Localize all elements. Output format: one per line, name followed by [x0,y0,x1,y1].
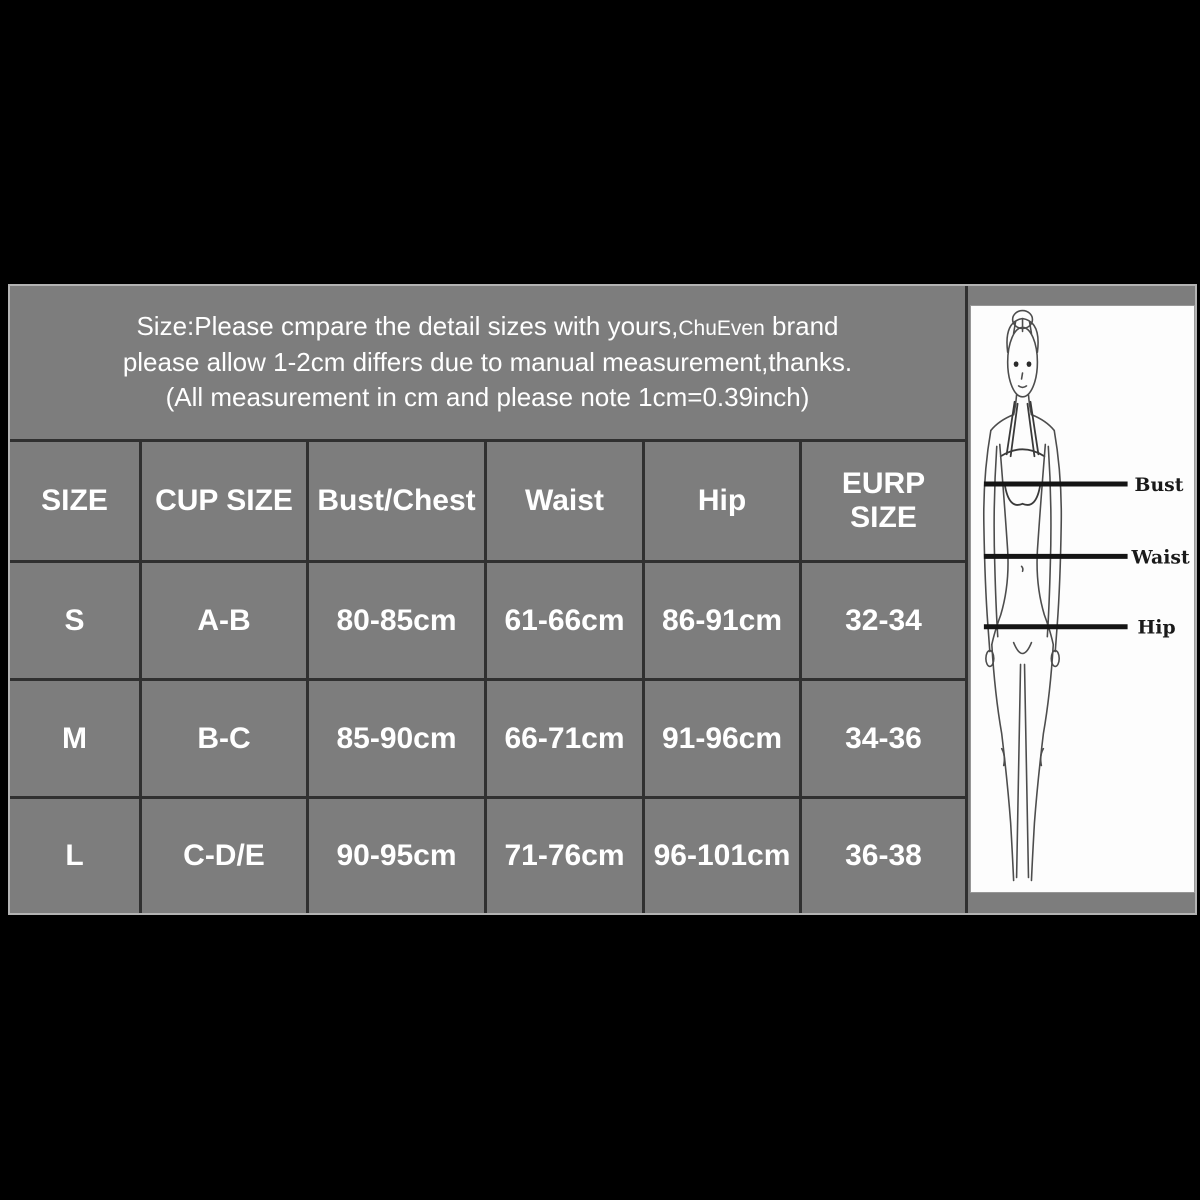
table-cell: 32-34 [802,563,965,678]
waist-label: Waist [1131,546,1190,569]
table-cell: B-C [142,681,306,796]
body-outline [984,311,1062,881]
body-figure-illustration [971,306,1194,892]
column-header-bust-chest: Bust/Chest [309,442,484,560]
table-cell: 61-66cm [487,563,642,678]
measurement-lines [984,474,1190,639]
size-chart-panel [8,284,1197,915]
table-cell: 85-90cm [309,681,484,796]
column-header-eurp-size [802,442,965,560]
column-header-cup-size: CUP SIZE [142,442,306,560]
bust-label: Bust [1134,473,1184,496]
measurement-figure-panel [970,305,1195,893]
table-cell: 90-95cm [309,799,484,913]
column-header-waist: Waist [487,442,642,560]
intro-line-1 [136,309,838,345]
table-cell: 71-76cm [487,799,642,913]
size-table [10,439,965,913]
intro-line-1-main: Size:Please cmpare the detail sizes with yours, [136,310,679,341]
table-cell: 80-85cm [309,563,484,678]
column-header-hip: Hip [645,442,799,560]
intro-line-3: (All measurement in cm and please note 1cm=0.39inch) [165,382,810,413]
table-cell: M [10,681,139,796]
table-cell: S [10,563,139,678]
brand-name: ChuEven [678,316,765,340]
table-cell: 96-101cm [645,799,799,913]
intro-line-1-end: brand [764,310,839,341]
table-cell: 91-96cm [645,681,799,796]
table-cell: 36-38 [802,799,965,913]
table-cell: 86-91cm [645,563,799,678]
table-cell: 34-36 [802,681,965,796]
table-cell: C-D/E [142,799,306,913]
table-cell: L [10,799,139,913]
table-cell: 66-71cm [487,681,642,796]
intro-text [10,286,965,439]
column-header-size: SIZE [10,442,139,560]
table-cell: A-B [142,563,306,678]
hip-label: Hip [1137,616,1176,639]
column-header-eurp-size-label: EURP SIZE [841,466,926,534]
intro-line-2: please allow 1-2cm differs due to manual measurement,thanks. [122,346,853,377]
left-region [10,286,968,913]
